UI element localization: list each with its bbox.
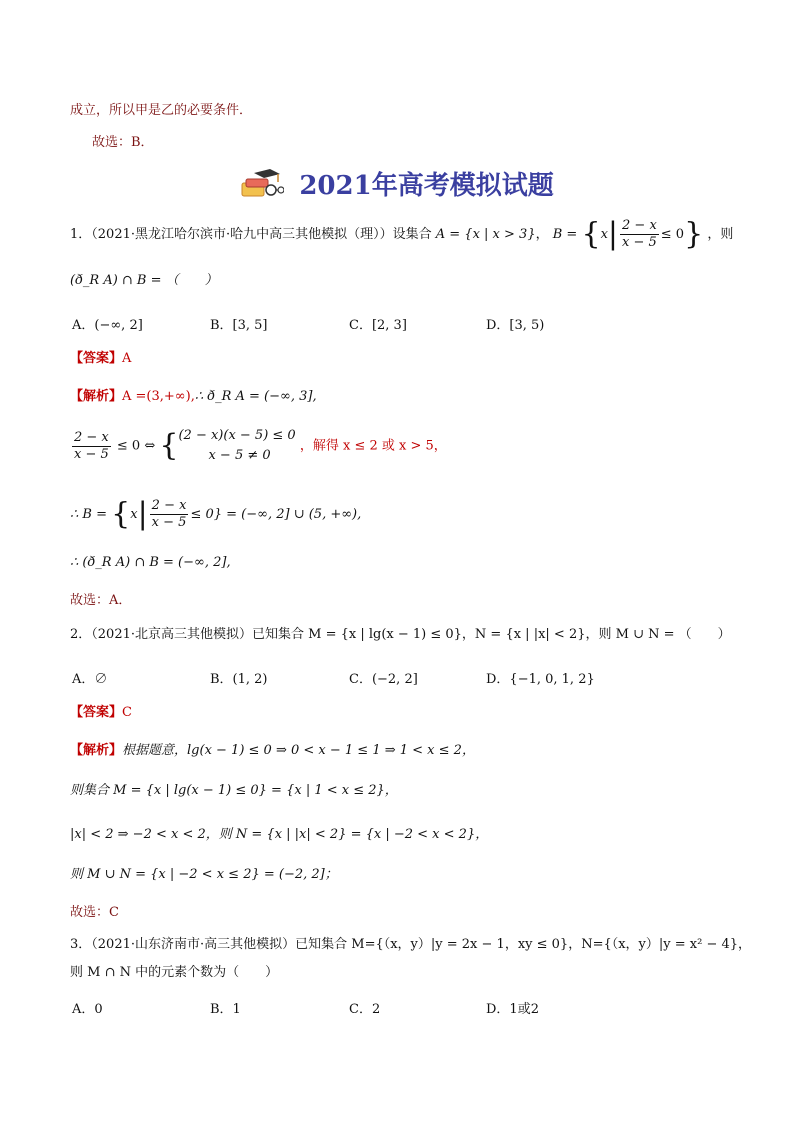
q1-option-d: D．[3, 5) <box>486 318 545 333</box>
q1-analysis-2-brace: { <box>159 428 179 463</box>
q3-option-b: B．1 <box>210 1002 241 1017</box>
q1-analysis-label: 【解析】 <box>70 389 123 404</box>
intro-line-1: 成立，所以甲是乙的必要条件． <box>70 103 253 118</box>
q1-stem <box>70 218 733 251</box>
q2-analysis-4: 则 M ∪ N = {x | −2 < x ≤ 2} = (−2, 2]； <box>70 867 338 882</box>
q1-brace-close: } <box>684 216 704 252</box>
q1-bar: | <box>607 216 619 252</box>
q1-analysis-3-frac-num: 2 − x <box>151 498 187 513</box>
q1-analysis-3-brace: { <box>111 496 131 532</box>
q3-stem-line1: 3．（2021·山东济南市·高三其他模拟）已知集合 M={（x，y）|y = 2x − 1，xy ≤ 0}，N={（x，y）|y = x² − 4}， <box>70 937 752 952</box>
q3-option-a: A．0 <box>72 1002 103 1017</box>
q1-analysis-2-sys2: x − 5 ≠ 0 <box>208 448 271 463</box>
intro-line-2: 故选：B． <box>92 135 154 150</box>
q1-set-a: A = {x | x > 3} <box>435 227 536 242</box>
q1-frac-den: x − 5 <box>622 235 657 250</box>
q1-set-b <box>552 216 708 252</box>
q1-analysis-2 <box>70 426 447 466</box>
q3-option-d: D．1或2 <box>486 1002 539 1017</box>
q2-analysis-1-text: 根据题意，lg(x − 1) ≤ 0 ⇒ 0 < x − 1 ≤ 1 ⇒ 1 < x ≤ 2， <box>122 743 475 758</box>
q1-analysis-2-frac-den: x − 5 <box>74 446 109 462</box>
q1-analysis-2-frac <box>72 430 111 463</box>
q2-answer-value: C <box>122 705 132 720</box>
q2-option-b: B．(1, 2) <box>210 672 268 687</box>
q2-option-a: A．∅ <box>72 672 108 687</box>
q1-set-b-prefix: B = <box>552 227 582 242</box>
q1-analysis-3-tail: ≤ 0} = (−∞, 2] ∪ (5, +∞), <box>190 507 362 522</box>
q2-analysis-1 <box>70 742 475 760</box>
q2-option-d: D．{−1, 0, 1, 2} <box>486 672 595 687</box>
q1-analysis-2-tail: ，解得 x ≤ 2 或 x > 5， <box>299 438 447 454</box>
q1-final: 故选：A． <box>70 593 132 608</box>
section-title: 2021年高考模拟试题 <box>299 171 554 201</box>
q1-analysis-3-bar: | <box>137 496 148 532</box>
q2-option-c: C．(−2, 2] <box>349 672 418 687</box>
q1-analysis-2-sys1: (2 − x)(x − 5) ≤ 0 <box>178 428 296 443</box>
q2-answer-label: 【答案】 <box>70 705 123 720</box>
q1-analysis-1a: A =(3,+∞), <box>122 389 195 404</box>
q1-brace-open: { <box>581 216 601 252</box>
q1-analysis-1b: ∴ ð_R A = (−∞, 3], <box>194 389 317 404</box>
q1-analysis-3-prefix: ∴ B = <box>70 507 112 522</box>
q2-final: 故选：C <box>70 905 119 920</box>
q1-option-a: A．(−∞, 2] <box>72 318 143 333</box>
q1-sep: ， <box>535 227 549 242</box>
q1-analysis-1 <box>70 388 317 406</box>
q1-option-c: C．[2, 3] <box>349 318 407 333</box>
q2-analysis-2: 则集合 M = {x | lg(x − 1) ≤ 0} = {x | 1 < x ≤ 2}， <box>70 783 398 798</box>
q1-answer-value: A <box>122 351 132 366</box>
q1-fraction <box>620 218 659 251</box>
q1-frac-num: 2 − x <box>622 218 657 233</box>
q1-set-b-cond: ≤ 0 <box>660 227 685 242</box>
q1-analysis-3-frac <box>150 498 189 531</box>
q2-stem: 2．（2021·北京高三其他模拟）已知集合 M = {x | lg(x − 1) ≤ 0}，N = {x | |x| < 2}，则 M ∪ N = （ ） <box>70 627 731 642</box>
q1-suffix: ，则 <box>707 227 734 242</box>
q1-analysis-3: ∴ B = {x| $\frac{2 - x}{x - 5}$ ≤ 0} = (−∞, 2] ∪ (5, +∞), <box>70 496 362 532</box>
q1-set-b-var: x <box>600 227 608 242</box>
q2-analysis-label: 【解析】 <box>70 743 123 758</box>
q2-answer <box>70 704 132 722</box>
q1-analysis-3-frac-den: x − 5 <box>151 515 187 530</box>
q3-option-c: C．2 <box>349 1002 381 1017</box>
q1-stem-line2: (ð_R A) ∩ B = （ ） <box>70 273 218 288</box>
section-heading <box>0 165 794 206</box>
q1-analysis-2-system <box>178 426 295 466</box>
q1-answer <box>70 350 131 368</box>
q3-stem-line2: 则 M ∩ N 中的元素个数为（ ） <box>70 965 279 980</box>
q2-analysis-3: |x| < 2 ⇒ −2 < x < 2，则 N = {x | |x| < 2} = {x | −2 < x < 2}， <box>70 827 489 842</box>
q1-answer-label: 【答案】 <box>70 351 123 366</box>
q1-analysis-4: ∴ (ð_R A) ∩ B = (−∞, 2], <box>70 555 231 570</box>
q1-stem-prefix: 1．（2021·黑龙江哈尔滨市·哈九中高三其他模拟（理））设集合 <box>70 227 432 242</box>
q1-analysis-2-frac-num: 2 − x <box>74 429 109 445</box>
q1-analysis-2-lead: ≤ 0 ⇔ <box>116 438 156 454</box>
q1-option-b: B．[3, 5] <box>210 318 268 333</box>
graduation-cap-books-icon <box>240 169 284 206</box>
